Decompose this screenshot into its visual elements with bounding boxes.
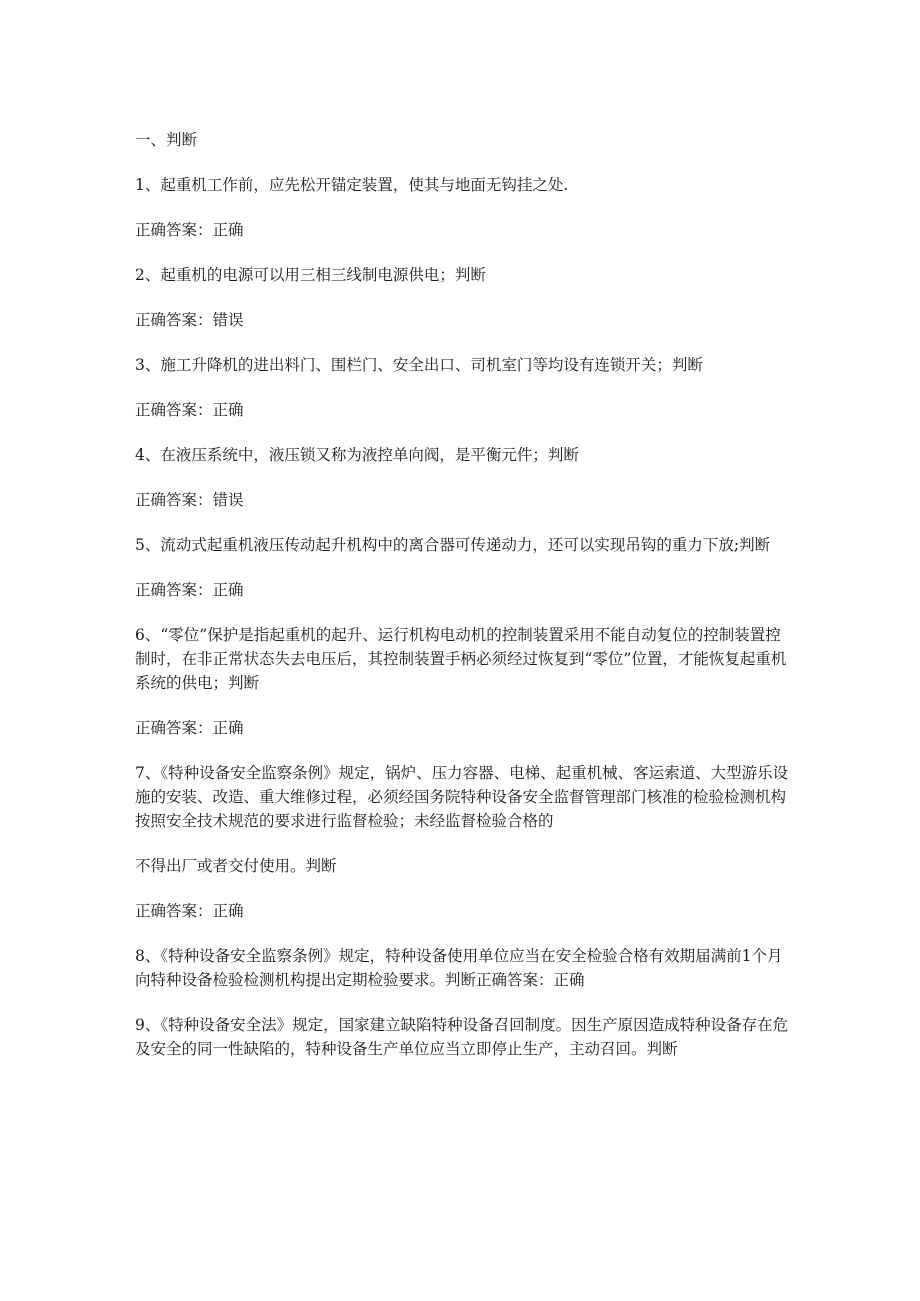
question-6: 6、“零位”保护是指起重机的起升、运行机构电动机的控制装置采用不能自动复位的控制装置控制时，在非正常状态失去电压后，其控制装置手柄必须经过恢复到“零位”位置，才能恢复起重机系统的供电；判断 bbox=[135, 626, 787, 692]
question-2: 2、起重机的电源可以用三相三线制电源供电；判断 bbox=[135, 266, 486, 284]
question-5: 5、流动式起重机液压传动起升机构中的离合器可传递动力，还可以实现吊钩的重力下放;判断 bbox=[135, 536, 771, 554]
question-9: 9、《特种设备安全法》规定，国家建立缺陷特种设备召回制度。因生产原因造成特种设备存在危及安全的同一性缺陷的，特种设备生产单位应当立即停止生产，主动召回。判断 bbox=[135, 1016, 789, 1058]
question-4: 4、在液压系统中，液压锁又称为液控单向阀，是平衡元件；判断 bbox=[135, 446, 579, 464]
document-page bbox=[135, 128, 790, 1082]
question-7: 7、《特种设备安全监察条例》规定，锅炉、压力容器、电梯、起重机械、客运索道、大型游乐设施的安装、改造、重大维修过程，必须经国务院特种设备安全监督管理部门核准的检验检测机构按照安全技术规范的要求进行监督检验；未经监督检验合格的 bbox=[135, 764, 789, 830]
question-3: 3、施工升降机的进出料门、围栏门、安全出口、司机室门等均设有连锁开关；判断 bbox=[135, 356, 703, 374]
answer-1: 正确答案：正确 bbox=[135, 221, 244, 239]
answer-2: 正确答案：错误 bbox=[135, 311, 244, 329]
answer-4: 正确答案：错误 bbox=[135, 491, 244, 509]
answer-5: 正确答案：正确 bbox=[135, 581, 244, 599]
answer-6: 正确答案：正确 bbox=[135, 719, 244, 737]
question-1: 1、起重机工作前，应先松开锚定装置，使其与地面无钩挂之处. bbox=[135, 176, 569, 194]
answer-3: 正确答案：正确 bbox=[135, 401, 244, 419]
question-8: 8、《特种设备安全监察条例》规定，特种设备使用单位应当在安全检验合格有效期届满前1个月向特种设备检验检测机构提出定期检验要求。判断正确答案：正确 bbox=[135, 947, 783, 989]
answer-7: 正确答案：正确 bbox=[135, 902, 244, 920]
section-title: 一、判断 bbox=[135, 131, 198, 149]
question-7-continuation: 不得出厂或者交付使用。判断 bbox=[135, 857, 337, 875]
